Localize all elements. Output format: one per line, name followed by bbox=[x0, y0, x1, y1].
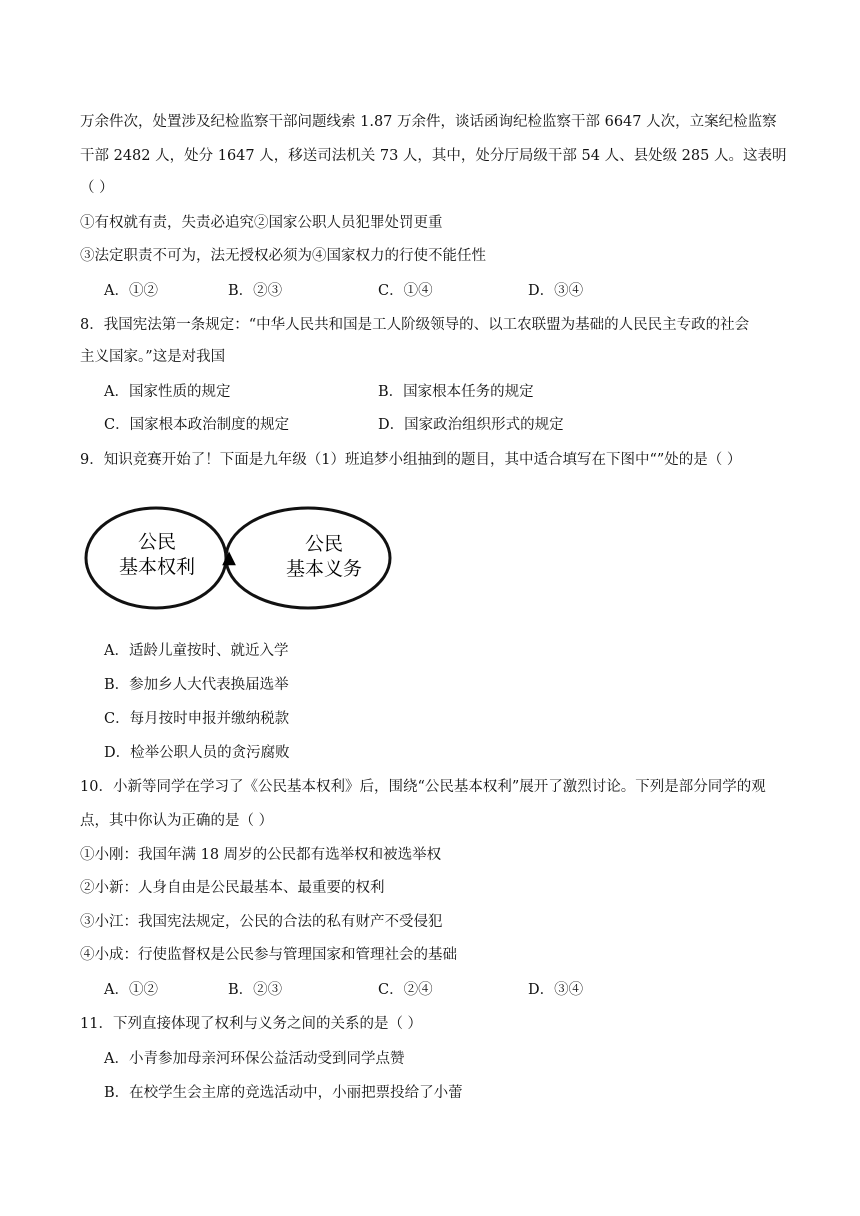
option-b: B．参加乡人大代表换届选举 bbox=[104, 677, 289, 693]
question-8-stem: 8．我国宪法第一条规定：“中华人民共和国是工人阶级领导的、以工农联盟为基础的人民民主专政的社会 bbox=[80, 317, 750, 333]
option-c: C．每月按时申报并缴纳税款 bbox=[104, 711, 290, 727]
option-d: D．③④ bbox=[528, 283, 584, 299]
venn-diagram bbox=[80, 500, 400, 616]
option-b: B．国家根本任务的规定 bbox=[378, 384, 534, 400]
paragraph-line: 干部 2482 人，处分 1647 人，移送司法机关 73 人，其中，处分厅局级干部 54 人、县处级 285 人。这表明 bbox=[80, 148, 787, 164]
option-a: A．①② bbox=[104, 283, 158, 299]
option-d: D．国家政治组织形式的规定 bbox=[378, 417, 564, 433]
answer-bracket: （ ） bbox=[80, 180, 114, 196]
option-a: A．适龄儿童按时、就近入学 bbox=[104, 643, 289, 659]
question-11-stem: 11．下列直接体现了权利与义务之间的关系的是（ ） bbox=[80, 1016, 423, 1032]
rights-label-1: 公民 bbox=[137, 531, 177, 553]
question-10-stem: 10．小新等同学在学习了《公民基本权利》后，围绕“公民基本权利”展开了激烈讨论。下列是部分同学的观 bbox=[80, 779, 766, 795]
option-a: A．国家性质的规定 bbox=[104, 384, 231, 400]
statement-line: ①小刚：我国年满 18 周岁的公民都有选举权和被选举权 bbox=[80, 847, 442, 863]
option-b: B．②③ bbox=[228, 283, 283, 299]
statement-line: ③法定职责不可为，法无授权必须为④国家权力的行使不能任性 bbox=[80, 248, 486, 264]
rights-label-2: 基本权利 bbox=[118, 556, 196, 578]
option-b: B．在校学生会主席的竞选活动中，小丽把票投给了小蕾 bbox=[104, 1085, 463, 1101]
option-c: C．①④ bbox=[378, 283, 433, 299]
statement-line: ①有权就有责，失责必追究②国家公职人员犯罪处罚更重 bbox=[80, 215, 443, 231]
paragraph-line: 万余件次，处置涉及纪检监察干部问题线索 1.87 万余件，谈话函询纪检监察干部 6647 人次，立案纪检监察 bbox=[80, 114, 777, 130]
option-d: D．检举公职人员的贪污腐败 bbox=[104, 745, 290, 761]
question-8-stem-cont: 主义国家。”这是对我国 bbox=[80, 349, 226, 365]
option-c: C．国家根本政治制度的规定 bbox=[104, 417, 290, 433]
statement-line: ②小新：人身自由是公民最基本、最重要的权利 bbox=[80, 880, 385, 896]
option-b: B．②③ bbox=[228, 982, 283, 998]
duties-label-2: 基本义务 bbox=[285, 558, 363, 580]
option-d: D．③④ bbox=[528, 982, 584, 998]
statement-line: ④小成：行使监督权是公民参与管理国家和管理社会的基础 bbox=[80, 947, 457, 963]
duties-label-1: 公民 bbox=[304, 533, 344, 555]
question-10-stem-cont: 点，其中你认为正确的是（ ） bbox=[80, 813, 274, 829]
option-c: C．②④ bbox=[378, 982, 433, 998]
option-a: A．小青参加母亲河环保公益活动受到同学点赞 bbox=[104, 1051, 405, 1067]
statement-line: ③小江：我国宪法规定，公民的合法的私有财产不受侵犯 bbox=[80, 914, 443, 930]
option-a: A．①② bbox=[104, 982, 158, 998]
triangle-marker-icon: ▲ bbox=[222, 547, 236, 568]
question-9-stem: 9．知识竞赛开始了！下面是九年级（1）班追梦小组抽到的题目，其中适合填写在下图中“”处的是（ ） bbox=[80, 452, 742, 468]
